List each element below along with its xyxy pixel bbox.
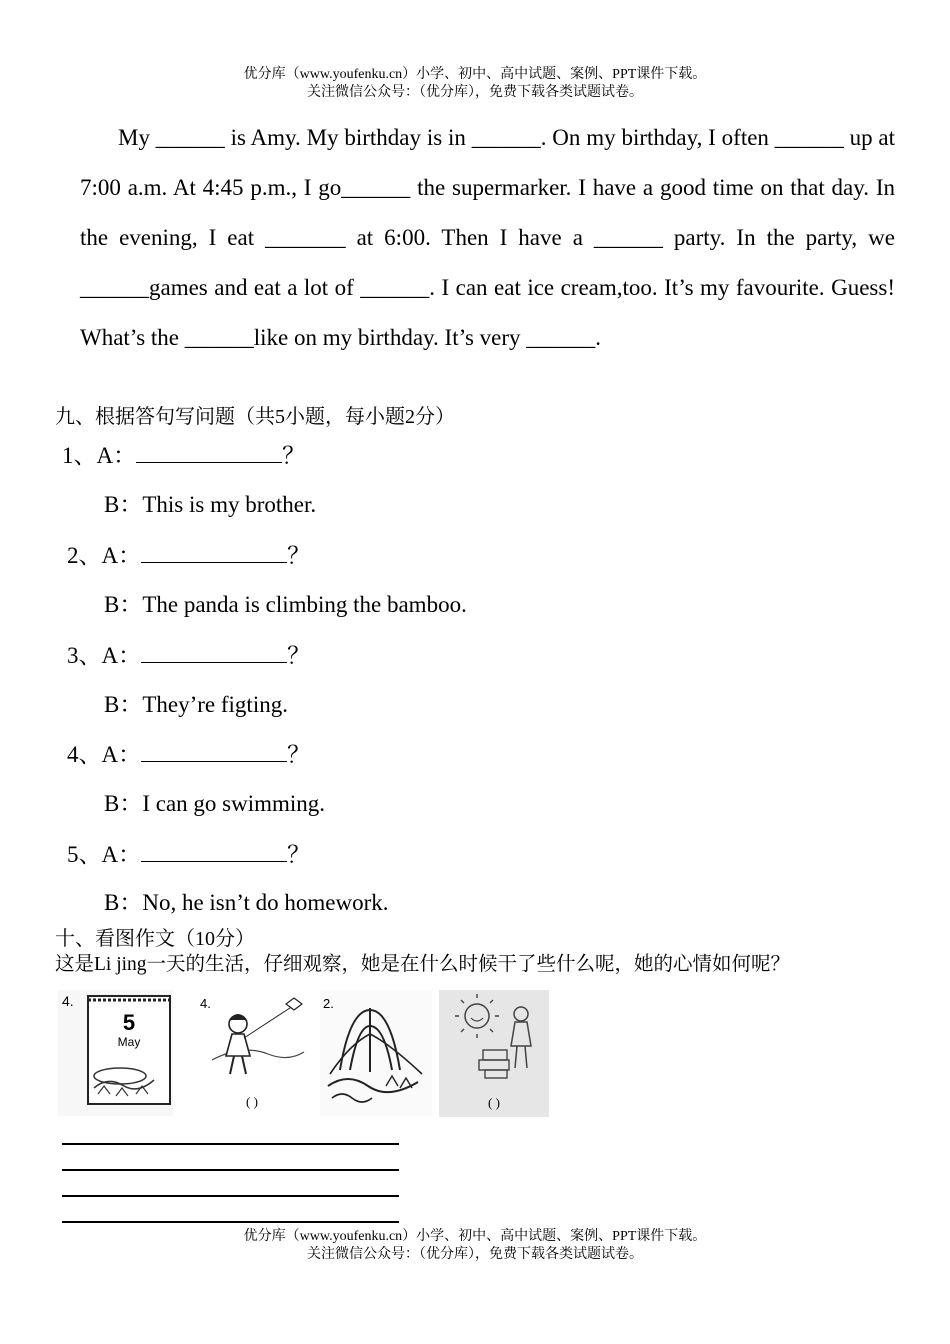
footer-line-2: 关注微信公众号：（优分库），免费下载各类试题试卷。 <box>307 1247 643 1262</box>
b-answer: This is my brother. <box>142 492 317 517</box>
question-mark: ？ <box>282 443 306 468</box>
a-label: 1、A： <box>62 443 137 468</box>
picture-number: 2. <box>323 996 334 1011</box>
b-answer: I can go swimming. <box>142 791 326 816</box>
girl-sun-gifts-icon <box>439 990 549 1117</box>
calendar-cake-icon <box>58 990 173 1116</box>
answer-blank[interactable] <box>141 540 287 563</box>
writing-line[interactable] <box>62 1169 399 1171</box>
writing-line[interactable] <box>62 1195 399 1197</box>
a-label: 2、A： <box>67 543 142 568</box>
b-label: B： <box>104 791 143 816</box>
question-4-b <box>104 789 325 819</box>
a-label: 4、A： <box>67 742 142 767</box>
question-mark: ？ <box>287 643 311 668</box>
b-label: B： <box>104 492 143 517</box>
answer-blank[interactable] <box>141 839 287 862</box>
question-5-a <box>67 839 310 870</box>
picture-strip <box>58 990 558 1120</box>
page-header <box>0 66 950 102</box>
calendar-month: May <box>117 1035 141 1049</box>
section-9-title: 九、根据答句写问题（共5小题，每小题2分） <box>55 406 455 428</box>
picture-number: 4. <box>200 996 211 1011</box>
fill-in-passage <box>80 113 895 363</box>
question-1-b <box>104 490 316 520</box>
picture-caption: ( ) <box>246 1094 258 1109</box>
section-10-prompt: 这是Li jing一天的生活，仔细观察，她是在什么时候干了些什么呢，她的心情如何呢？ <box>55 954 791 975</box>
calendar-day: 5 <box>122 1010 136 1035</box>
section-10-title: 十、看图作文（10分） <box>55 928 255 950</box>
answer-blank[interactable] <box>141 640 287 663</box>
question-mark: ？ <box>287 842 311 867</box>
passage-text: My ______ is Amy. My birthday is in ______. On my birthday, I often ______ up at 7:00 a.m. At 4:45 p.m., I go______ the supermarker. I have a good time on that day. In the evening, I eat _______ at 6:00. Then I have a ______ party. In the party, we ______games and eat a lot of ______. I can eat ice cream,too. It’s my favourite. Guess! What’s the ______like on my birthday. It’s very ______. <box>80 125 895 350</box>
writing-line[interactable] <box>62 1143 399 1145</box>
a-label: 5、A： <box>67 842 142 867</box>
b-label: B： <box>104 890 143 915</box>
question-2-b <box>104 590 467 620</box>
question-1-a <box>62 440 305 471</box>
question-4-a <box>67 739 310 770</box>
b-label: B： <box>104 592 143 617</box>
question-mark: ？ <box>287 742 311 767</box>
page-footer <box>0 1228 950 1264</box>
header-line-2: 关注微信公众号：（优分库），免费下载各类试题试卷。 <box>307 85 643 100</box>
b-answer: No, he isn’t do homework. <box>142 890 389 915</box>
question-3-b <box>104 690 288 720</box>
fountain-icon <box>320 990 432 1116</box>
answer-blank[interactable] <box>136 440 282 463</box>
footer-line-1: 优分库（www.youfenku.cn）小学、初中、高中试题、案例、PPT课件下载。 <box>243 1229 707 1244</box>
b-label: B： <box>104 692 143 717</box>
b-answer: The panda is climbing the bamboo. <box>142 592 467 617</box>
a-label: 3、A： <box>67 643 142 668</box>
question-5-b <box>104 888 389 918</box>
girl-flying-kite-icon <box>196 990 308 1116</box>
answer-blank[interactable] <box>141 739 287 762</box>
question-3-a <box>67 640 310 671</box>
b-answer: They’re figting. <box>142 692 288 717</box>
question-mark: ？ <box>287 543 311 568</box>
picture-number: 4. <box>62 993 74 1009</box>
header-line-1: 优分库（www.youfenku.cn）小学、初中、高中试题、案例、PPT课件下载。 <box>243 67 707 82</box>
question-2-a <box>67 540 310 571</box>
picture-caption: ( ) <box>488 1095 500 1110</box>
writing-line[interactable] <box>62 1221 399 1223</box>
